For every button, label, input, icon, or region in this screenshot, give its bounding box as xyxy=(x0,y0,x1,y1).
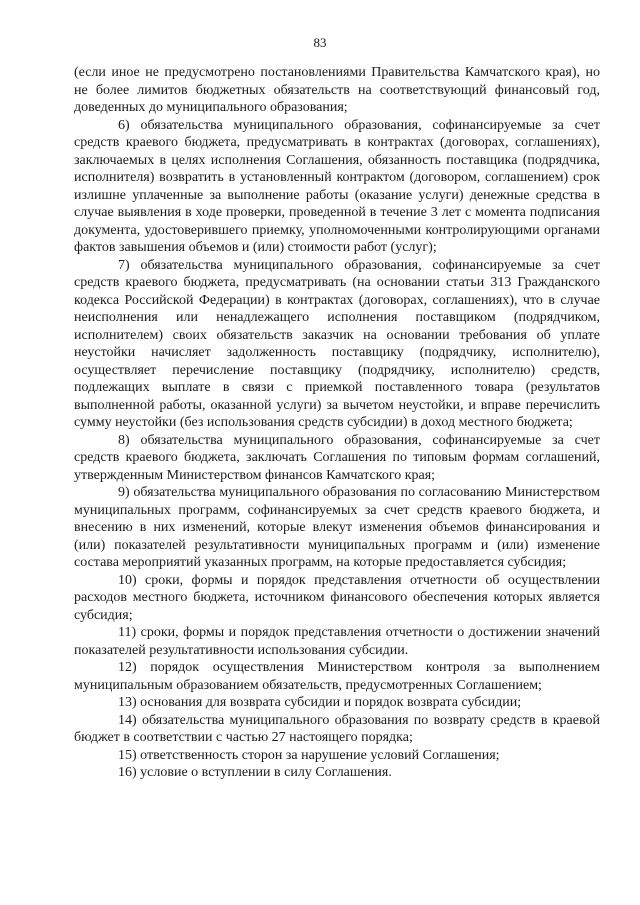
page-number: 83 xyxy=(313,35,327,50)
paragraph-item-7: 7) обязательства муниципального образования, софинансируемые за счет средств краевого бюджета, предусматривать (на основании статьи 313 Гражданского кодекса Российской Федерации) в контрактах (договорах, соглашениях), что в случае неисполнения или ненадлежащего исполнения поставщиком (подрядчиком, исполнителем) своих обязательств заказчик на основании требования об уплате неустойки начисляет задолженность поставщику (подрядчику, исполнителю), осуществляет перечисление поставщику (подрядчику, исполнителю) средств, подлежащих выплате в связи с приемкой поставленного товара (результатов выполненной работы, оказанной услуги) за вычетом неустойки, и вправе перечислить сумму неустойки (без использования средств субсидии) в доход местного бюджета; xyxy=(74,257,600,430)
paragraph-continuation: (если иное не предусмотрено постановлениями Правительства Камчатского края), но не более лимитов бюджетных обязательств на соответствующий финансовый год, доведенных до муниципального образования; xyxy=(74,65,600,115)
paragraph-item-14: 14) обязательства муниципального образования по возврату средств в краевой бюджет в соответствии с частью 27 настоящего порядка; xyxy=(74,712,600,745)
paragraph-item-9: 9) обязательства муниципального образования по согласованию Министерством муниципальных программ, софинансируемых за счет средств краевого бюджета, и внесению в них изменений, которые влекут изменения объемов финансирования и (или) показателей результативности муниципальных программ и (или) изменение состава мероприятий указанных программ, на которые предоставляется субсидия; xyxy=(74,485,600,570)
paragraph-item-6: 6) обязательства муниципального образования, софинансируемые за счет средств краевого бюджета, предусматривать в контрактах (договорах, соглашениях), заключаемых в целях исполнения Соглашения, обязанность поставщика (подрядчика, исполнителя) возвратить в установленный контрактом (договором, соглашением) срок излишне уплаченные за выполнение работы (оказание услуги) денежные средства в случае выявления в ходе проверки, проведенной в течение 3 лет с момента подписания документа, удостоверившего приемку, уполномоченными контролирующими органами фактов завышения объемов и (или) стоимости работ (услуг); xyxy=(74,117,600,255)
paragraph-item-10: 10) сроки, формы и порядок представления отчетности об осуществлении расходов местного бюджета, источником финансового обеспечения которых является субсидия; xyxy=(74,572,600,623)
paragraph-item-11: 11) сроки, формы и порядок представления отчетности о достижении значений показателей результативности использования субсидии. xyxy=(74,625,600,658)
paragraph-item-13: 13) основания для возврата субсидии и порядок возврата субсидии; xyxy=(118,695,522,710)
document-body xyxy=(74,64,600,782)
paragraph-item-16: 16) условие о вступлении в силу Соглашения. xyxy=(118,765,392,780)
paragraph-item-15: 15) ответственность сторон за нарушение условий Соглашения; xyxy=(118,747,500,763)
paragraph-item-8: 8) обязательства муниципального образования, софинансируемые за счет средств краевого бюджета, заключать Соглашения по типовым формам соглашений, утвержденным Министерством финансов Камчатского края; xyxy=(74,432,600,483)
paragraph-item-12: 12) порядок осуществления Министерством контроля за выполнением муниципальным образованием обязательств, предусмотренных Соглашением; xyxy=(74,660,600,693)
